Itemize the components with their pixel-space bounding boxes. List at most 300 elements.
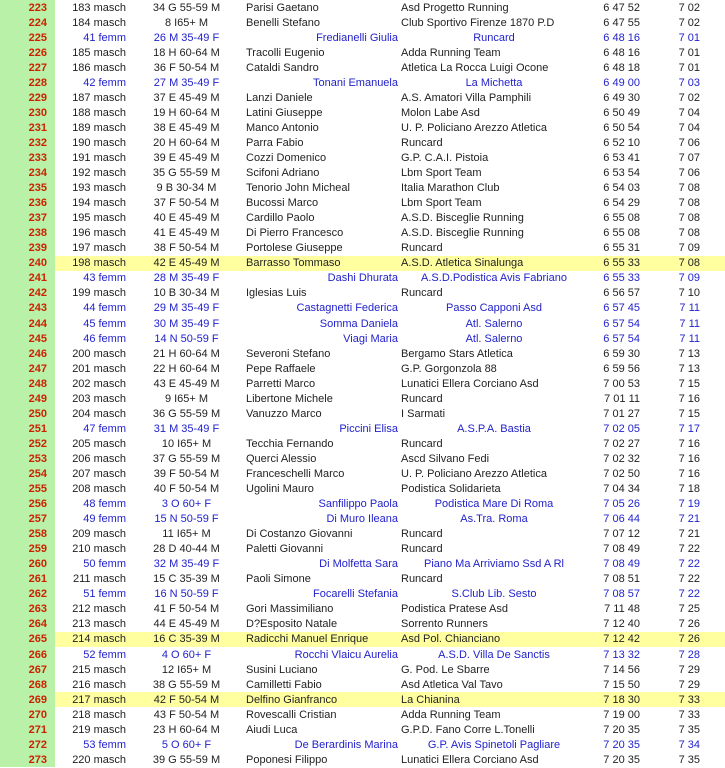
pace-value: 7 04 <box>678 121 700 134</box>
athlete-name-cell <box>243 497 400 512</box>
gender-position-value: 207 masch <box>72 467 126 480</box>
table-row <box>0 0 725 15</box>
finish-time-value: 7 15 50 <box>603 678 640 691</box>
team-cell <box>400 406 588 421</box>
category-cell <box>130 722 243 737</box>
overall-rank-value: 230 <box>28 106 47 119</box>
athlete-name-value: Susini Luciano <box>246 663 318 676</box>
pace-value: 7 22 <box>678 573 700 586</box>
team-cell <box>400 211 588 226</box>
athlete-name-value: Sanfilippo Paola <box>318 498 398 511</box>
pace-value: 7 17 <box>678 422 700 435</box>
athlete-name-cell <box>243 256 400 271</box>
pace-value: 7 08 <box>678 257 700 270</box>
table-row <box>0 421 725 436</box>
gender-position-value: 44 femm <box>83 302 126 315</box>
team-value: La Michetta <box>465 76 523 89</box>
team-cell <box>400 30 588 45</box>
table-row <box>0 60 725 75</box>
finish-time-value: 6 47 55 <box>603 16 640 29</box>
pace-cell <box>640 181 725 196</box>
gender-position-value: 212 masch <box>72 603 126 616</box>
category-cell <box>130 226 243 241</box>
pace-value: 7 22 <box>678 558 700 571</box>
pace-cell <box>640 166 725 181</box>
category-cell <box>130 135 243 150</box>
finish-time-cell <box>588 15 640 30</box>
overall-rank-value: 248 <box>28 377 47 390</box>
category-cell <box>130 316 243 331</box>
pace-cell <box>640 466 725 481</box>
team-value: Runcard <box>401 287 443 300</box>
gender-position-value: 218 masch <box>72 708 126 721</box>
gender-position-value: 203 masch <box>72 392 126 405</box>
table-row <box>0 256 725 271</box>
table-row <box>0 196 725 211</box>
gender-position-value: 196 masch <box>72 227 126 240</box>
team-cell <box>400 271 588 286</box>
table-row <box>0 150 725 165</box>
team-cell <box>400 587 588 602</box>
table-row <box>0 271 725 286</box>
team-value: Bergamo Stars Atletica <box>401 347 513 360</box>
team-cell <box>400 707 588 722</box>
gender-position-cell <box>55 512 130 527</box>
finish-time-cell <box>588 0 640 15</box>
team-cell <box>400 0 588 15</box>
athlete-name-value: Querci Alessio <box>246 452 317 465</box>
overall-rank-value: 231 <box>28 121 47 134</box>
overall-rank-cell <box>0 497 55 512</box>
overall-rank-value: 258 <box>28 528 47 541</box>
gender-position-value: 211 masch <box>73 573 126 586</box>
athlete-name-value: Benelli Stefano <box>246 16 320 29</box>
finish-time-cell <box>588 406 640 421</box>
team-cell <box>400 301 588 316</box>
gender-position-cell <box>55 707 130 722</box>
athlete-name-value: Gori Massimiliano <box>246 603 334 616</box>
category-cell <box>130 256 243 271</box>
athlete-name-value: Poponesi Filippo <box>246 753 328 766</box>
pace-value: 7 25 <box>678 603 700 616</box>
gender-position-value: 208 masch <box>72 483 126 496</box>
pace-value: 7 06 <box>678 167 700 180</box>
pace-cell <box>640 376 725 391</box>
table-row <box>0 120 725 135</box>
team-cell <box>400 90 588 105</box>
athlete-name-value: Scifoni Adriano <box>246 167 320 180</box>
table-row <box>0 30 725 45</box>
overall-rank-value: 240 <box>28 257 47 270</box>
category-value: 39 G 55-59 M <box>152 753 221 766</box>
finish-time-value: 7 02 32 <box>603 452 640 465</box>
finish-time-value: 6 54 03 <box>603 182 640 195</box>
overall-rank-value: 254 <box>28 467 47 480</box>
gender-position-value: 193 masch <box>72 182 126 195</box>
pace-cell <box>640 692 725 707</box>
finish-time-value: 7 08 49 <box>603 558 640 571</box>
category-value: 23 H 60-64 M <box>153 723 220 736</box>
team-value: U. P. Policiano Arezzo Atletica <box>401 467 547 480</box>
pace-cell <box>640 512 725 527</box>
gender-position-value: 53 femm <box>83 738 126 751</box>
category-cell <box>130 737 243 752</box>
athlete-name-value: Tonani Emanuela <box>312 76 398 89</box>
finish-time-cell <box>588 497 640 512</box>
gender-position-value: 50 femm <box>83 558 126 571</box>
pace-cell <box>640 707 725 722</box>
category-cell <box>130 196 243 211</box>
overall-rank-cell <box>0 421 55 436</box>
team-value: A.S. Amatori Villa Pamphili <box>401 91 532 104</box>
overall-rank-cell <box>0 692 55 707</box>
team-cell <box>400 316 588 331</box>
table-row <box>0 346 725 361</box>
pace-value: 7 33 <box>678 708 700 721</box>
finish-time-cell <box>588 346 640 361</box>
table-row <box>0 316 725 331</box>
pace-value: 7 09 <box>678 242 700 255</box>
gender-position-cell <box>55 497 130 512</box>
overall-rank-value: 269 <box>28 693 47 706</box>
gender-position-cell <box>55 572 130 587</box>
pace-value: 7 08 <box>678 182 700 195</box>
category-cell <box>130 647 243 662</box>
category-value: 40 F 50-54 M <box>153 483 220 496</box>
category-cell <box>130 587 243 602</box>
athlete-name-cell <box>243 602 400 617</box>
overall-rank-cell <box>0 542 55 557</box>
pace-cell <box>640 361 725 376</box>
table-row <box>0 105 725 120</box>
finish-time-cell <box>588 677 640 692</box>
pace-value: 7 02 <box>678 91 700 104</box>
finish-time-value: 6 53 54 <box>603 167 640 180</box>
overall-rank-cell <box>0 316 55 331</box>
overall-rank-cell <box>0 451 55 466</box>
team-value: Runcard <box>401 543 443 556</box>
category-cell <box>130 632 243 647</box>
pace-cell <box>640 60 725 75</box>
team-value: Runcard <box>401 392 443 405</box>
athlete-name-value: Franceschelli Marco <box>246 467 345 480</box>
gender-position-cell <box>55 602 130 617</box>
category-cell <box>130 527 243 542</box>
category-value: 35 G 55-59 M <box>152 167 221 180</box>
athlete-name-value: Ugolini Mauro <box>246 483 314 496</box>
category-cell <box>130 451 243 466</box>
athlete-name-value: Barrasso Tommaso <box>246 257 341 270</box>
athlete-name-value: Cozzi Domenico <box>246 151 327 164</box>
category-value: 38 G 55-59 M <box>152 678 221 691</box>
athlete-name-cell <box>243 241 400 256</box>
finish-time-value: 6 55 08 <box>603 227 640 240</box>
category-cell <box>130 0 243 15</box>
table-row <box>0 557 725 572</box>
category-value: 37 E 45-49 M <box>153 91 220 104</box>
gender-position-value: 45 femm <box>83 317 126 330</box>
finish-time-value: 7 04 34 <box>603 483 640 496</box>
category-cell <box>130 105 243 120</box>
overall-rank-cell <box>0 361 55 376</box>
athlete-name-value: Lanzi Daniele <box>246 91 313 104</box>
team-value: Piano Ma Arriviamo Ssd A Rl <box>423 558 564 571</box>
pace-cell <box>640 587 725 602</box>
gender-position-value: 201 masch <box>72 362 126 375</box>
overall-rank-value: 245 <box>28 332 47 345</box>
gender-position-value: 185 masch <box>72 46 126 59</box>
category-cell <box>130 90 243 105</box>
table-row <box>0 737 725 752</box>
gender-position-cell <box>55 331 130 346</box>
athlete-name-cell <box>243 421 400 436</box>
finish-time-value: 7 20 35 <box>603 753 640 766</box>
overall-rank-cell <box>0 15 55 30</box>
gender-position-value: 188 masch <box>72 106 126 119</box>
finish-time-value: 6 49 30 <box>603 91 640 104</box>
team-cell <box>400 105 588 120</box>
finish-time-value: 7 01 11 <box>604 392 640 405</box>
category-value: 20 H 60-64 M <box>153 136 220 149</box>
gender-position-value: 52 femm <box>83 648 126 661</box>
category-cell <box>130 542 243 557</box>
pace-value: 7 34 <box>678 738 700 751</box>
overall-rank-value: 252 <box>28 437 47 450</box>
overall-rank-cell <box>0 572 55 587</box>
pace-cell <box>640 722 725 737</box>
gender-position-value: 202 masch <box>72 377 126 390</box>
finish-time-cell <box>588 361 640 376</box>
category-cell <box>130 391 243 406</box>
category-cell <box>130 60 243 75</box>
finish-time-cell <box>588 120 640 135</box>
gender-position-value: 194 masch <box>72 197 126 210</box>
finish-time-cell <box>588 316 640 331</box>
pace-value: 7 08 <box>678 212 700 225</box>
athlete-name-value: D?Esposito Natale <box>246 618 338 631</box>
team-cell <box>400 572 588 587</box>
gender-position-cell <box>55 15 130 30</box>
athlete-name-cell <box>243 722 400 737</box>
gender-position-cell <box>55 722 130 737</box>
team-cell <box>400 226 588 241</box>
finish-time-cell <box>588 90 640 105</box>
category-value: 26 M 35-49 F <box>153 31 220 44</box>
overall-rank-cell <box>0 482 55 497</box>
overall-rank-cell <box>0 331 55 346</box>
finish-time-cell <box>588 482 640 497</box>
team-value: I Sarmati <box>401 407 446 420</box>
athlete-name-value: Latini Giuseppe <box>246 106 323 119</box>
overall-rank-cell <box>0 166 55 181</box>
gender-position-value: 205 masch <box>72 437 126 450</box>
category-cell <box>130 45 243 60</box>
team-cell <box>400 722 588 737</box>
finish-time-value: 7 05 26 <box>603 498 640 511</box>
gender-position-cell <box>55 632 130 647</box>
table-row <box>0 677 725 692</box>
finish-time-value: 7 14 56 <box>603 663 640 676</box>
team-value: Adda Running Team <box>401 46 501 59</box>
athlete-name-value: Severoni Stefano <box>246 347 331 360</box>
team-value: Asd Pol. Chianciano <box>401 633 501 646</box>
athlete-name-value: Paoli Simone <box>246 573 311 586</box>
overall-rank-value: 236 <box>28 197 47 210</box>
pace-cell <box>640 497 725 512</box>
gender-position-cell <box>55 466 130 481</box>
gender-position-cell <box>55 406 130 421</box>
gender-position-value: 41 femm <box>83 31 126 44</box>
finish-time-value: 6 53 41 <box>603 151 640 164</box>
gender-position-cell <box>55 391 130 406</box>
pace-cell <box>640 647 725 662</box>
category-value: 43 F 50-54 M <box>153 708 220 721</box>
finish-time-cell <box>588 451 640 466</box>
pace-cell <box>640 226 725 241</box>
athlete-name-value: Di Muro Ileana <box>326 513 398 526</box>
category-cell <box>130 120 243 135</box>
pace-value: 7 02 <box>678 16 700 29</box>
team-value: Podistica Solidarieta <box>401 483 501 496</box>
finish-time-cell <box>588 181 640 196</box>
category-value: 38 F 50-54 M <box>153 242 220 255</box>
overall-rank-cell <box>0 346 55 361</box>
category-cell <box>130 30 243 45</box>
team-cell <box>400 15 588 30</box>
gender-position-value: 214 masch <box>72 633 126 646</box>
athlete-name-cell <box>243 466 400 481</box>
finish-time-value: 6 54 29 <box>603 197 640 210</box>
team-cell <box>400 166 588 181</box>
athlete-name-cell <box>243 376 400 391</box>
pace-cell <box>640 557 725 572</box>
finish-time-value: 6 59 30 <box>603 347 640 360</box>
team-cell <box>400 150 588 165</box>
finish-time-value: 7 11 48 <box>604 603 640 616</box>
athlete-name-value: Aiudi Luca <box>246 723 298 736</box>
team-cell <box>400 436 588 451</box>
overall-rank-value: 247 <box>28 362 47 375</box>
category-value: 3 O 60+ F <box>161 498 212 511</box>
finish-time-value: 7 19 00 <box>603 708 640 721</box>
gender-position-cell <box>55 376 130 391</box>
gender-position-value: 51 femm <box>83 588 126 601</box>
table-row <box>0 466 725 481</box>
athlete-name-cell <box>243 45 400 60</box>
category-cell <box>130 557 243 572</box>
gender-position-cell <box>55 256 130 271</box>
overall-rank-value: 272 <box>28 738 47 751</box>
category-value: 10 B 30-34 M <box>153 287 220 300</box>
category-cell <box>130 482 243 497</box>
gender-position-cell <box>55 361 130 376</box>
table-row <box>0 602 725 617</box>
athlete-name-value: Parra Fabio <box>246 136 304 149</box>
overall-rank-cell <box>0 391 55 406</box>
category-value: 39 F 50-54 M <box>153 467 220 480</box>
athlete-name-value: Radicchi Manuel Enrique <box>246 633 369 646</box>
athlete-name-cell <box>243 30 400 45</box>
overall-rank-cell <box>0 752 55 767</box>
finish-time-value: 6 48 16 <box>603 46 640 59</box>
pace-value: 7 35 <box>678 723 700 736</box>
athlete-name-value: Portolese Giuseppe <box>246 242 343 255</box>
team-cell <box>400 451 588 466</box>
team-cell <box>400 692 588 707</box>
athlete-name-value: De Berardinis Marina <box>294 738 398 751</box>
pace-cell <box>640 301 725 316</box>
team-cell <box>400 256 588 271</box>
pace-cell <box>640 105 725 120</box>
finish-time-cell <box>588 135 640 150</box>
table-row <box>0 75 725 90</box>
overall-rank-cell <box>0 647 55 662</box>
overall-rank-cell <box>0 60 55 75</box>
pace-value: 7 16 <box>678 467 700 480</box>
table-row <box>0 572 725 587</box>
gender-position-cell <box>55 451 130 466</box>
finish-time-value: 7 08 49 <box>603 543 640 556</box>
gender-position-value: 48 femm <box>83 498 126 511</box>
pace-value: 7 26 <box>678 633 700 646</box>
gender-position-value: 46 femm <box>83 332 126 345</box>
pace-cell <box>640 752 725 767</box>
athlete-name-value: Pepe Raffaele <box>246 362 316 375</box>
overall-rank-cell <box>0 135 55 150</box>
finish-time-cell <box>588 391 640 406</box>
overall-rank-cell <box>0 512 55 527</box>
athlete-name-value: Manco Antonio <box>246 121 319 134</box>
overall-rank-value: 238 <box>28 227 47 240</box>
gender-position-value: 49 femm <box>83 513 126 526</box>
finish-time-cell <box>588 527 640 542</box>
category-cell <box>130 677 243 692</box>
finish-time-value: 7 20 35 <box>603 738 640 751</box>
team-cell <box>400 737 588 752</box>
table-row <box>0 451 725 466</box>
pace-value: 7 21 <box>678 513 700 526</box>
pace-value: 7 11 <box>679 332 700 345</box>
category-value: 27 M 35-49 F <box>153 76 220 89</box>
table-row <box>0 226 725 241</box>
overall-rank-value: 225 <box>28 31 47 44</box>
table-row <box>0 662 725 677</box>
finish-time-cell <box>588 647 640 662</box>
athlete-name-value: Dashi Dhurata <box>327 272 398 285</box>
athlete-name-value: Cataldi Sandro <box>246 61 319 74</box>
gender-position-cell <box>55 346 130 361</box>
finish-time-value: 6 50 54 <box>603 121 640 134</box>
finish-time-cell <box>588 707 640 722</box>
overall-rank-cell <box>0 150 55 165</box>
gender-position-value: 190 masch <box>72 136 126 149</box>
overall-rank-value: 271 <box>28 723 47 736</box>
pace-value: 7 29 <box>678 678 700 691</box>
finish-time-cell <box>588 737 640 752</box>
team-cell <box>400 181 588 196</box>
athlete-name-cell <box>243 331 400 346</box>
team-cell <box>400 677 588 692</box>
overall-rank-cell <box>0 271 55 286</box>
team-cell <box>400 497 588 512</box>
table-row <box>0 436 725 451</box>
team-value: A.S.D.Podistica Avis Fabriano <box>421 272 567 285</box>
athlete-name-cell <box>243 542 400 557</box>
pace-cell <box>640 346 725 361</box>
overall-rank-value: 224 <box>28 16 47 29</box>
team-value: Podistica Mare Di Roma <box>434 498 554 511</box>
overall-rank-cell <box>0 241 55 256</box>
